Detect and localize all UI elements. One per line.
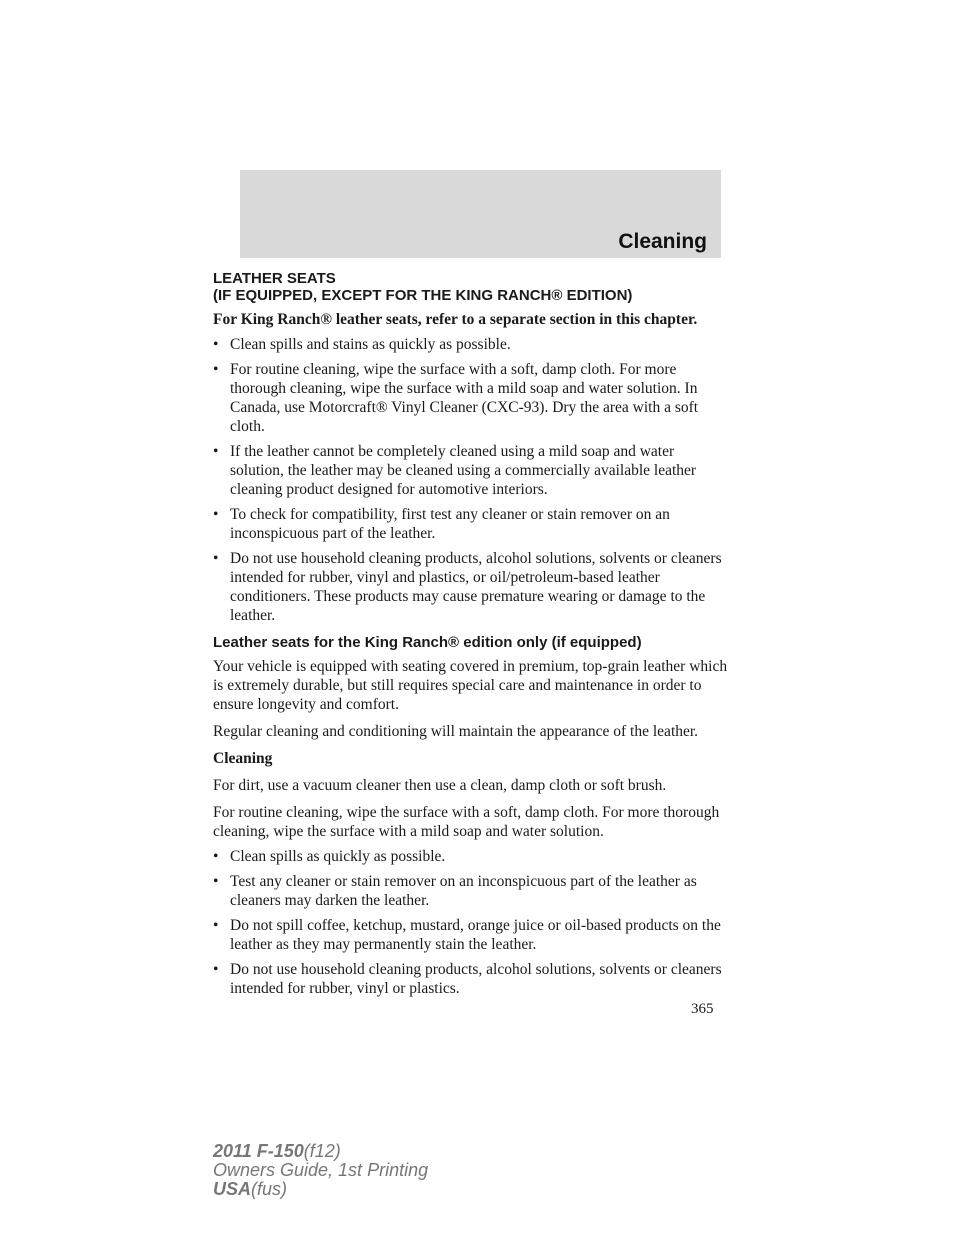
paragraph: Your vehicle is equipped with seating covered in premium, top-grain leather which is extremely durable, but still requires special care and maintenance in order to ensure longevity and comfort.: [213, 658, 728, 713]
leather-seats-heading: [213, 270, 728, 304]
list-item: • Do not spill coffee, ketchup, mustard, orange juice or oil-based products on the leather as they may permanently stain the leather.: [213, 917, 721, 953]
list-item: • For routine cleaning, wipe the surface with a soft, damp cloth. For more thorough cleaning, wipe the surface with a mild soap and water solution. In Canada, use Motorcraft® Vinyl Cleaner (CXC-93). Dry the area with a soft cloth.: [213, 361, 699, 435]
list-item: • To check for compatibility, first test any cleaner or stain remover on an inconspicuous part of the leather.: [213, 506, 670, 542]
page-number: 365: [691, 1001, 714, 1017]
bullet-icon: •: [213, 848, 219, 865]
paragraph: Regular cleaning and conditioning will maintain the appearance of the leather.: [213, 723, 699, 740]
bullet-icon: •: [213, 336, 219, 353]
heading-line-2: (IF EQUIPPED, EXCEPT FOR THE KING RANCH® EDITION): [213, 287, 633, 304]
heading-line-1: LEATHER SEATS: [213, 270, 336, 287]
footer-line-1: 2011 F-150(f12): [213, 1141, 341, 1161]
king-ranch-heading: Leather seats for the King Ranch® edition only (if equipped): [213, 634, 642, 651]
list-item: • Do not use household cleaning products, alcohol solutions, solvents or cleaners intended for rubber, vinyl and plastics, or oil/petroleum-based leather conditioners. These products may cause premature wearing or damage to the leather.: [213, 550, 722, 624]
cleaning-subheading: Cleaning: [213, 750, 273, 767]
list-item: • Clean spills as quickly as possible.: [213, 848, 446, 865]
list-item: • Clean spills and stains as quickly as possible.: [213, 336, 511, 353]
paragraph: For dirt, use a vacuum cleaner then use a clean, damp cloth or soft brush.: [213, 777, 667, 794]
king-ranch-care-list: [213, 847, 728, 998]
king-ranch-note: For King Ranch® leather seats, refer to a separate section in this chapter.: [213, 311, 698, 328]
bullet-icon: •: [213, 873, 219, 890]
list-item: • Do not use household cleaning products, alcohol solutions, solvents or cleaners intended for rubber, vinyl or plastics.: [213, 961, 722, 997]
bullet-icon: •: [213, 443, 219, 460]
print-footer: [213, 1142, 428, 1199]
section-title: Cleaning: [618, 230, 707, 253]
list-item: • Test any cleaner or stain remover on an inconspicuous part of the leather as cleaners may darken the leather.: [213, 873, 697, 909]
bullet-icon: •: [213, 550, 219, 567]
bullet-icon: •: [213, 361, 219, 378]
bullet-icon: •: [213, 961, 219, 978]
section-header-band: [240, 170, 721, 258]
list-item: • If the leather cannot be completely cleaned using a mild soap and water solution, the leather may be cleaned using a commercially available leather cleaning product designed for automotive interiors.: [213, 443, 697, 498]
page-content: [213, 270, 728, 998]
bullet-icon: •: [213, 917, 219, 934]
paragraph: For routine cleaning, wipe the surface with a soft, damp cloth. For more thorough cleaning, wipe the surface with a mild soap and water solution.: [213, 804, 720, 840]
footer-line-3: USA(fus): [213, 1179, 288, 1199]
footer-line-2: Owners Guide, 1st Printing: [213, 1160, 429, 1180]
leather-care-list: [213, 335, 728, 625]
bullet-icon: •: [213, 506, 219, 523]
